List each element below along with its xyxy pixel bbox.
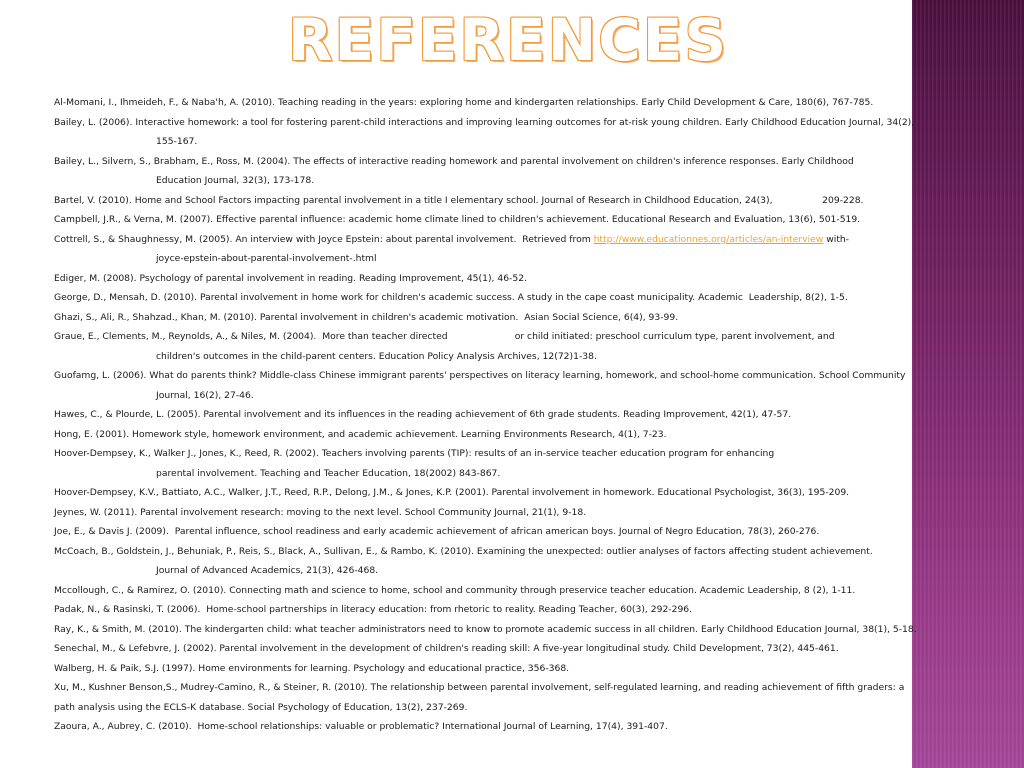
reference-line: Hawes, C., & Plourde, L. (2005). Parental involvement and its influences in the reading achievement of 6th grade students. Reading Improvement, 42(1), 47-57. [54,409,792,420]
reference-line: Joe, E., & Davis J. (2009). Parental influence, school readiness and early academic achievement of african american boys. Journal of Negro Education, 78(3), 260-276. [54,526,820,537]
reference-text: Cottrell, S., & Shaughnessy, M. (2005). An interview with Joyce Epstein: about parental involvement. Retrieved from [54,233,594,245]
reference-line: Walberg, H. & Paik, S.J. (1997). Home environments for learning. Psychology and educational practice, 356-368. [54,662,570,674]
reference-line: Bailey, L., Silvern, S., Brabham, E., Ross, M. (2004). The effects of interactive reading homework and parental involvement on children's inference responses. Early Childhood [54,155,854,167]
reference-continuation-line: children's outcomes in the child-parent centers. Education Policy Analysis Archives, 12(72)1-38. [156,350,597,362]
reference-line: Hoover-Dempsey, K., Walker J., Jones, K., Reed, R. (2002). Teachers involving parents (TIP): results of an in-service teacher education program for enhancing [54,448,775,459]
reference-line: Ediger, M. (2008). Psychology of parental involvement in reading. Reading Improvement, 45(1), 46-52. [54,272,527,284]
page-title: REFERENCES [287,6,729,74]
reference-line: Hoover-Dempsey, K.V., Battiato, A.C., Walker, J.T., Reed, R.P., Delong, J.M., & Jones, K.P. (2001). Parental involvement in homework. Educational Psychologist, 36(3), 195-209. [54,487,850,498]
reference-continuation-line: 155-167. [156,136,198,147]
reference-continuation-line: joyce-epstein-about-parental-involvement-.html [156,253,377,264]
reference-continuation-line: Education Journal, 32(3), 173-178. [156,175,315,186]
reference-line: Bailey, L. (2006). Interactive homework: a tool for fostering parent-child interactions and improving learning outcomes for at-risk young children. Early Childhood Education Journal, 34(2), [54,116,915,128]
reference-url-link[interactable]: http://www.educationnes.org/articles/an-interview [593,233,824,245]
reference-continuation-line: Journal of Advanced Academics, 21(3), 426-468. [156,565,379,576]
reference-continuation-line: parental involvement. Teaching and Teacher Education, 18(2002) 843-867. [156,467,501,479]
reference-line: Zaoura, A., Aubrey, C. (2010). Home-school relationships: valuable or problematic? International Journal of Learning, 17(4), 391-407. [54,721,668,732]
reference-line: Graue, E., Clements, M., Reynolds, A., & Niles, M. (2004). More than teacher directed or child initiated: preschool curriculum type, parent involvement, and [54,331,835,342]
reference-text: with- [823,233,850,245]
reference-line: Guofamg, L. (2006). What do parents think? Middle-class Chinese immigrant parents' perspectives on literacy learning, homework, and school-home communication. School Community [54,370,906,381]
reference-line: Bartel, V. (2010). Home and School Factors impacting parental involvement in a title I elementary school. Journal of Research in Childhood Education, 24(3), 209-228. [54,194,864,206]
reference-line: Al-Momani, I., Ihmeideh, F., & Naba'h, A. (2010). Teaching reading in the years: exploring home and kindergarten relationships. Early Child Development & Care, 180(6), 767-785. [54,97,874,108]
reference-line: Campbell, J.R., & Verna, M. (2007). Effective parental influence: academic home climate lined to children's achievement. Educational Research and Evaluation, 13(6), 501-519. [54,214,861,225]
reference-line: George, D., Mensah, D. (2010). Parental involvement in home work for children's academic success. A study in the cape coast municipality. Academic Leadership, 8(2), 1-5. [54,292,848,303]
reference-line: Jeynes, W. (2011). Parental involvement research: moving to the next level. School Community Journal, 21(1), 9-18. [54,506,587,518]
reference-line: Ray, K., & Smith, M. (2010). The kindergarten child: what teacher administrators need to know to promote academic success in all children. Early Childhood Education Journal, 38(1), 5-18. [54,623,917,635]
reference-line: Xu, M., Kushner Benson,S., Mudrey-Camino, R., & Steiner, R. (2010). The relationship between parental involvement, self-regulated learning, and reading achievement of fifth graders: a [54,682,905,693]
reference-line: Hong, E. (2001). Homework style, homework environment, and academic achievement. Learning Environments Research, 4(1), 7-23. [54,428,667,440]
reference-continuation-line: Journal, 16(2), 27-46. [156,389,254,401]
reference-line: Ghazi, S., Ali, R., Shahzad., Khan, M. (2010). Parental involvement in children's academic motivation. Asian Social Science, 6(4), 93-99. [54,311,679,323]
reference-list [54,93,974,737]
reference-line: Padak, N., & Rasinski, T. (2006). Home-school partnerships in literacy education: from rhetoric to reality. Reading Teacher, 60(3), 292-296. [54,604,693,615]
reference-line: Mccollough, C., & Ramirez, O. (2010). Connecting math and science to home, school and community through preservice teacher education. Academic Leadership, 8 (2), 1-11. [54,584,856,596]
reference-line: Senechal, M., & Lefebvre, J. (2002). Parental involvement in the development of children's reading skill: A five-year longitudinal study. Child Development, 73(2), 445-461. [54,643,839,654]
reference-line [54,230,974,250]
reference-line: McCoach, B., Goldstein, J., Behuniak, P., Reis, S., Black, A., Sullivan, E., & Rambo, K. (2010). Examining the unexpected: outlier analyses of factors affecting student achievement. [54,545,873,557]
reference-line: path analysis using the ECLS-K database. Social Psychology of Education, 13(2), 237-269. [54,701,468,713]
